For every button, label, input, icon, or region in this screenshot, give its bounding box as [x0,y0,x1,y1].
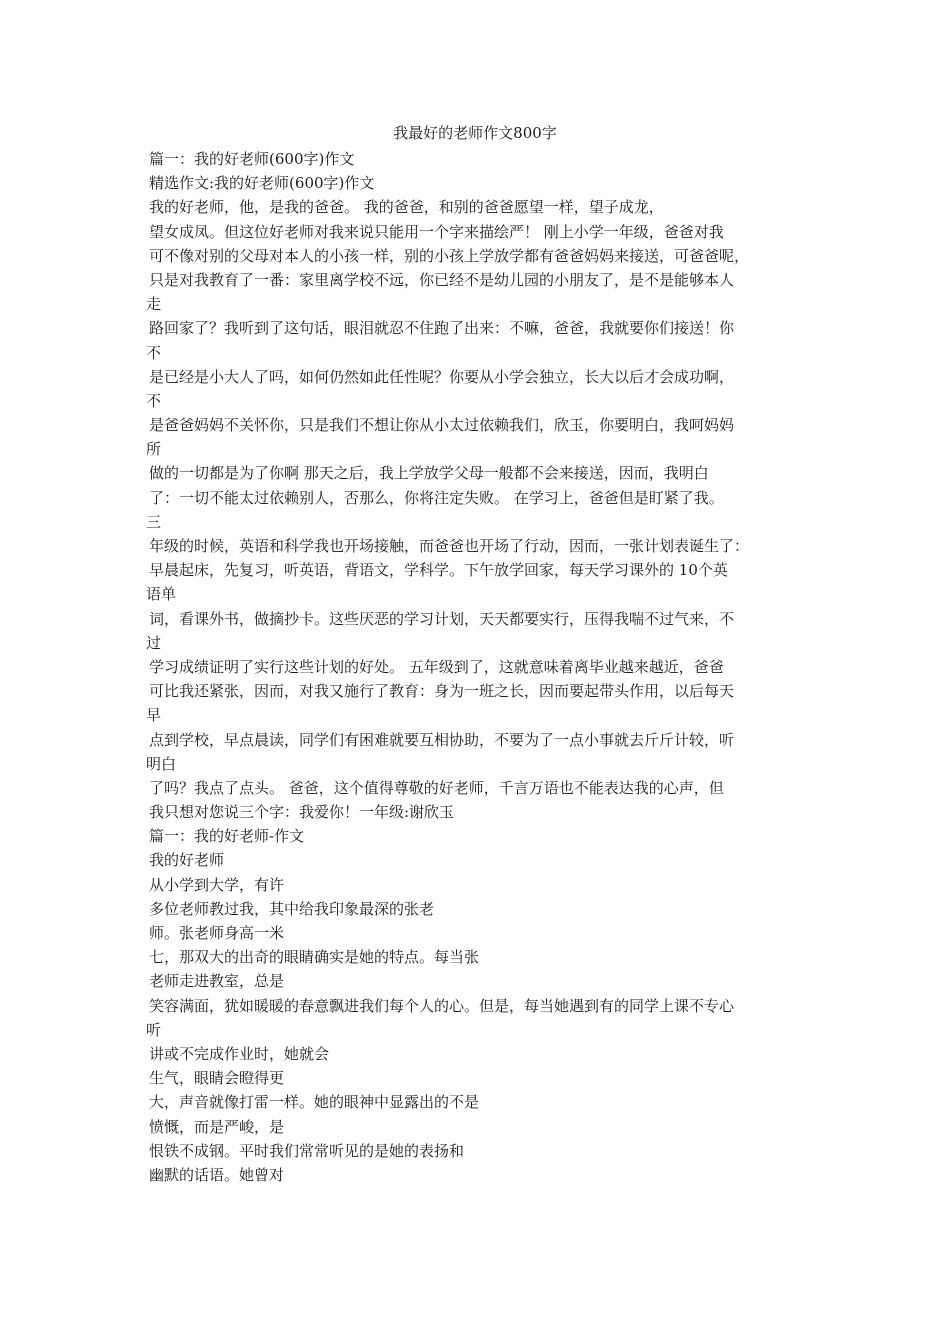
text-line: 可比我还紧张，因而，对我又施行了教育：身为一班之长，因而要起带头作用，以后每天 [149,682,735,701]
text-line: 是已经是小大人了吗，如何仍然如此任性呢？你要从小学会独立，长大以后才会成功啊， [149,367,735,386]
text-line: 明白 [146,754,177,773]
text-line: 语单 [146,585,177,604]
text-line: 三 [146,512,162,531]
text-line: 师。张老师身高一米 [149,924,285,942]
text-line: 不 [146,343,162,362]
text-line: 早晨起床，先复习，听英语，背语文，学科学。下午放学回家，每天学习课外的 10个英 [149,561,728,580]
text-line: 大，声音就像打雷一样。她的眼神中显露出的不是 [149,1093,480,1112]
text-line: 了：一切不能太过依赖别人，否那么，你将注定失败。 在学习上，爸爸但是盯紧了我。 [149,488,724,507]
text-line: 不 [146,391,162,410]
text-line: 可不像对别的父母对本人的小孩一样，别的小孩上学放学都有爸爸妈妈来接送，可爸爸呢， [149,246,750,265]
text-line: 过 [146,633,162,652]
text-line: 多位老师教过我，其中给我印象最深的张老 [149,899,435,918]
text-line: 讲或不完成作业时，她就会 [149,1044,330,1063]
text-line: 是爸爸妈妈不关怀你，只是我们不想让你从小太过依赖我们，欣玉，你要明白，我呵妈妈 [149,416,735,435]
text-line: 笑容满面，犹如暖暖的春意飘进我们每个人的心。但是，每当她遇到有的同学上课不专心 [149,996,735,1015]
text-line: 走 [146,295,162,314]
text-line: 望女成凤。但这位好老师对我来说只能用一个字来描绘严！ 刚上小学一年级，爸爸对我 [149,222,724,241]
text-line: 年级的时候，英语和科学我也开场接触，而爸爸也开场了行动，因而，一张计划表诞生了： [149,537,750,555]
text-line: 幽默的话语。她曾对 [149,1165,285,1184]
text-line: 老师走进教室，总是 [149,972,285,991]
text-line: 所 [146,440,162,459]
text-line: 愤慨，而是严峻，是 [149,1117,285,1136]
text-line: 路回家了？我听到了这句话，眼泪就忍不住跑了出来：不嘛，爸爸，我就要你们接送！你 [149,319,735,338]
text-line: 只是对我教育了一番：家里离学校不远，你已经不是幼儿园的小朋友了，是不是能够本人 [149,270,735,289]
text-line: 恨铁不成钢。平时我们常常听见的是她的表扬和 [149,1141,465,1160]
text-line: 精选作文:我的好老师(600字)作文 [149,174,375,193]
text-line: 生气，眼睛会瞪得更 [149,1069,285,1088]
text-line: 我只想对您说三个字：我爱你！一年级:谢欣玉 [149,803,455,822]
text-line: 七，那双大的出奇的眼睛确实是她的特点。每当张 [149,948,480,967]
text-line: 我的好老师 [149,851,225,870]
document-title: 我最好的老师作文800字 [393,124,557,142]
text-line: 点到学校，早点晨读，同学们有困难就要互相协助，不要为了一点小事就去斤斤计较，听 [149,730,735,749]
text-line: 从小学到大学，有许 [149,875,285,894]
text-line: 我的好老师，他，是我的爸爸。 我的爸爸，和别的爸爸愿望一样，望子成龙， [149,198,664,217]
text-line: 词，看课外书，做摘抄卡。这些厌恶的学习计划，天天都要实行，压得我喘不过气来，不 [149,609,735,628]
document-body [146,147,814,1187]
text-line: 学习成绩证明了实行这些计划的好处。 五年级到了，这就意味着离毕业越来越近，爸爸 [149,657,724,676]
text-line: 做的一切都是为了你啊 那天之后，我上学放学父母一般都不会来接送，因而，我明白 [149,464,709,483]
text-line: 听 [146,1020,162,1039]
text-line: 早 [146,706,162,725]
text-line: 篇一：我的好老师(600字)作文 [149,150,355,168]
text-line: 了吗？我点了点头。 爸爸，这个值得尊敬的好老师，千言万语也不能表达我的心声，但 [149,778,724,797]
text-line: 篇一：我的好老师-作文 [149,827,305,846]
